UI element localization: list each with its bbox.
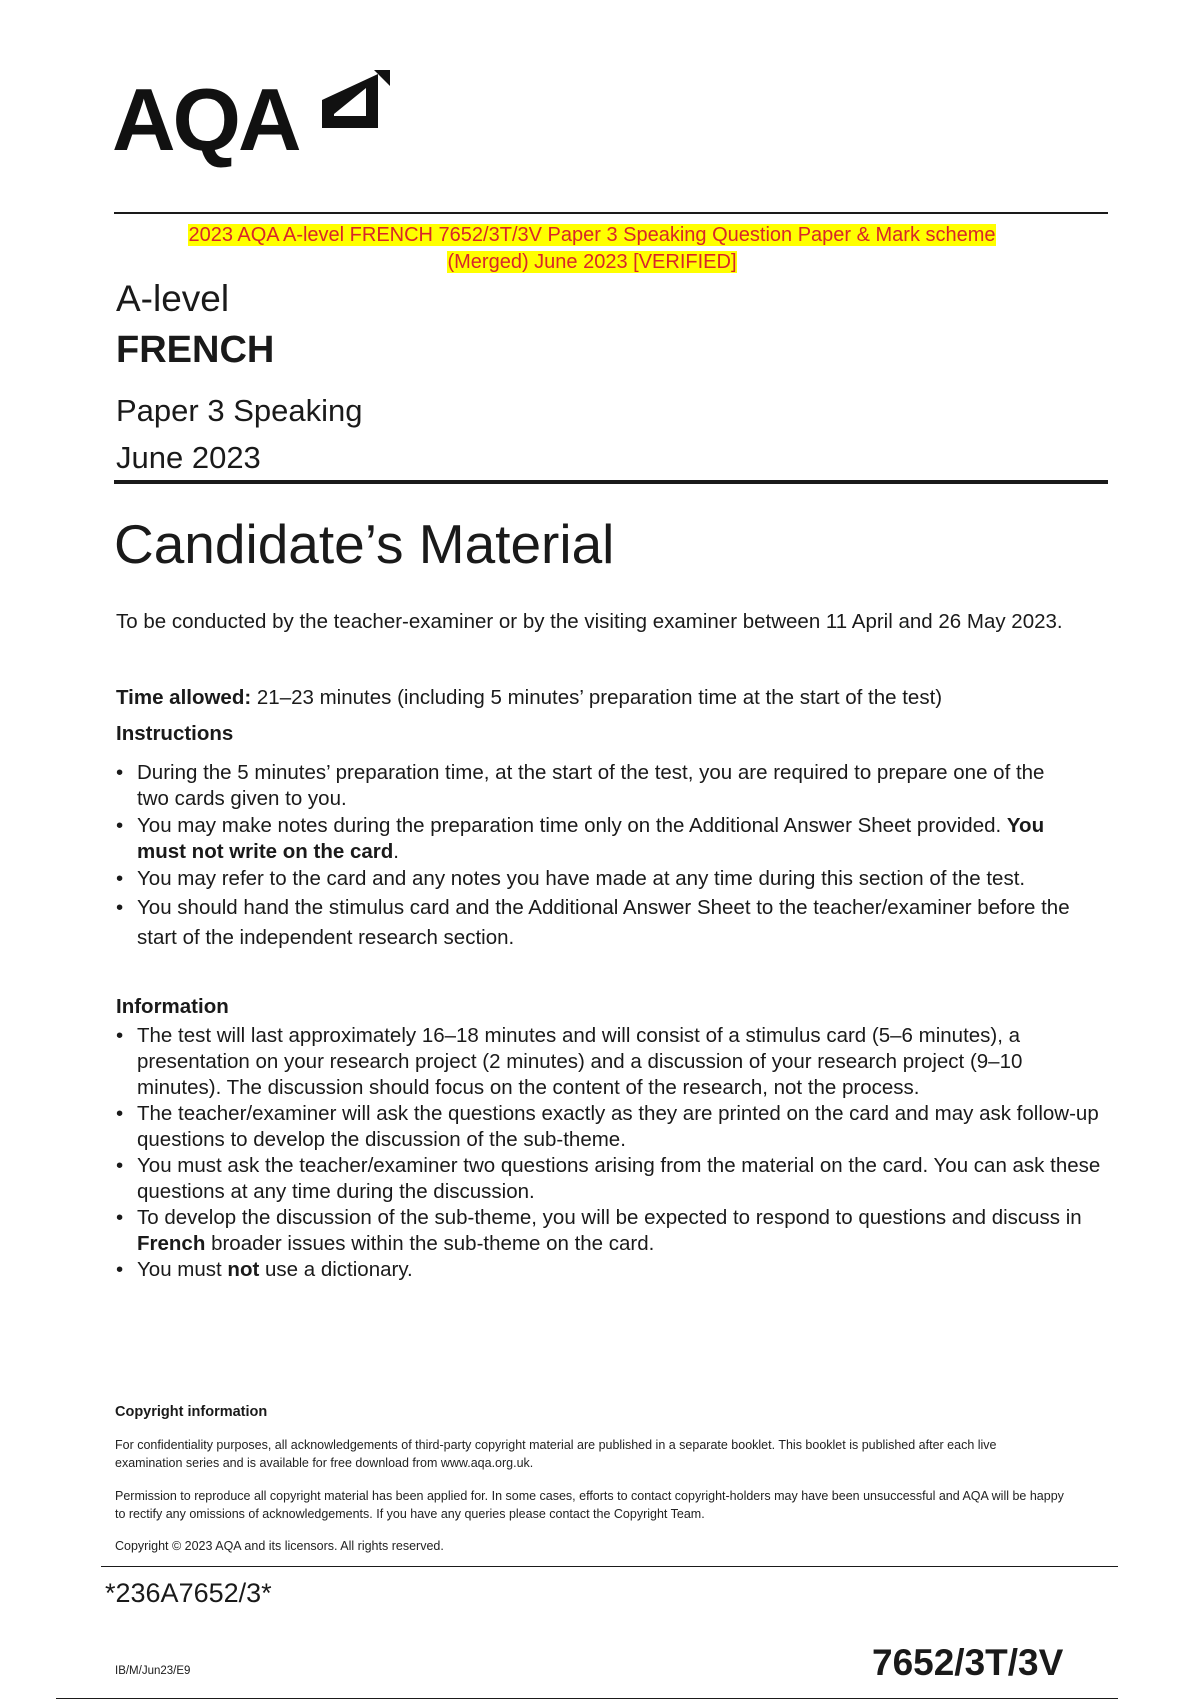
footer-rule: [101, 1566, 1118, 1567]
paper-code: 7652/3T/3V: [872, 1642, 1064, 1683]
intro-text: To be conducted by the teacher-examiner or by the visiting examiner between 11 April and 26 May 2023.: [116, 610, 1063, 633]
information-heading: Information: [116, 995, 229, 1018]
time-allowed-label: Time allowed:: [116, 686, 252, 709]
time-allowed-value: 21–23 minutes (including 5 minutes’ preparation time at the start of the test): [256, 686, 943, 709]
list-item: • To develop the discussion of the sub-theme, you will be expected to respond to questions and discuss in French broader issues within the sub-theme on the card.: [116, 1205, 1101, 1257]
list-item: • The teacher/examiner will ask the questions exactly as they are printed on the card and may ask follow-up questions to develop the discussion of the sub-theme.: [116, 1101, 1101, 1153]
copyright-paragraph: Permission to reproduce all copyright material has been applied for. In some cases, efforts to contact copyright-holders may have been unsuccessful and AQA will be happy to rectify any omissions of acknowledgements. If you have any queries please contact the Copyright Team.: [115, 1489, 1064, 1521]
header-rule: [114, 480, 1108, 484]
list-item: • You must not use a dictionary.: [116, 1257, 1101, 1283]
list-item: • During the 5 minutes’ preparation time, at the start of the test, you are required to prepare one of the two cards given to you.: [116, 760, 1076, 812]
highlight-banner: [112, 222, 1072, 276]
information-list: [116, 1023, 1101, 1283]
banner-line-2: (Merged) June 2023 [VERIFIED]: [447, 251, 737, 273]
barcode-text: *236A7652/3*: [105, 1578, 272, 1608]
list-item: • You must ask the teacher/examiner two questions arising from the material on the card. You can ask these questions at any time during the discussion.: [116, 1153, 1101, 1205]
top-rule: [114, 212, 1108, 214]
subject-title: FRENCH: [116, 329, 275, 371]
copyright-heading: Copyright information: [115, 1404, 268, 1420]
list-item: • The test will last approximately 16–18 minutes and will consist of a stimulus card (5–6 minutes), a presentation on your research project (2 minutes) and a discussion of your research project (9–10 minutes). The discussion should focus on the content of the research, not the process.: [116, 1023, 1101, 1101]
banner-line-1: 2023 AQA A-level FRENCH 7652/3T/3V Paper 3 Speaking Question Paper & Mark scheme: [188, 224, 996, 246]
time-allowed: [116, 683, 1116, 713]
instructions-heading: Instructions: [116, 722, 234, 745]
list-item: • You may refer to the card and any notes you have made at any time during this section of the test.: [116, 866, 1076, 892]
aqa-logo: [112, 62, 402, 172]
page-title: Candidate’s Material: [114, 513, 615, 575]
logo-wordmark: AQA: [112, 70, 299, 169]
list-item: • You should hand the stimulus card and the Additional Answer Sheet to the teacher/examiner before the start of the independent research section.: [116, 893, 1076, 953]
copyright-paragraph: For confidentiality purposes, all acknowledgements of third-party copyright material are published in a separate booklet. This booklet is published after each live examination series and is available for free download from www.aqa.org.uk.: [115, 1438, 997, 1470]
copyright-notice: Copyright © 2023 AQA and its licensors. All rights reserved.: [115, 1539, 444, 1553]
logo-mark-icon: [318, 70, 390, 142]
bottom-rule: [56, 1698, 1118, 1699]
instructions-list: [116, 760, 1076, 954]
paper-name: Paper 3 Speaking: [116, 393, 363, 428]
qualification-level: A-level: [116, 278, 230, 319]
exam-date: June 2023: [116, 440, 261, 475]
reference-code: IB/M/Jun23/E9: [115, 1665, 191, 1677]
list-item: • You may make notes during the preparation time only on the Additional Answer Sheet provided. You must not write on the card.: [116, 813, 1076, 865]
